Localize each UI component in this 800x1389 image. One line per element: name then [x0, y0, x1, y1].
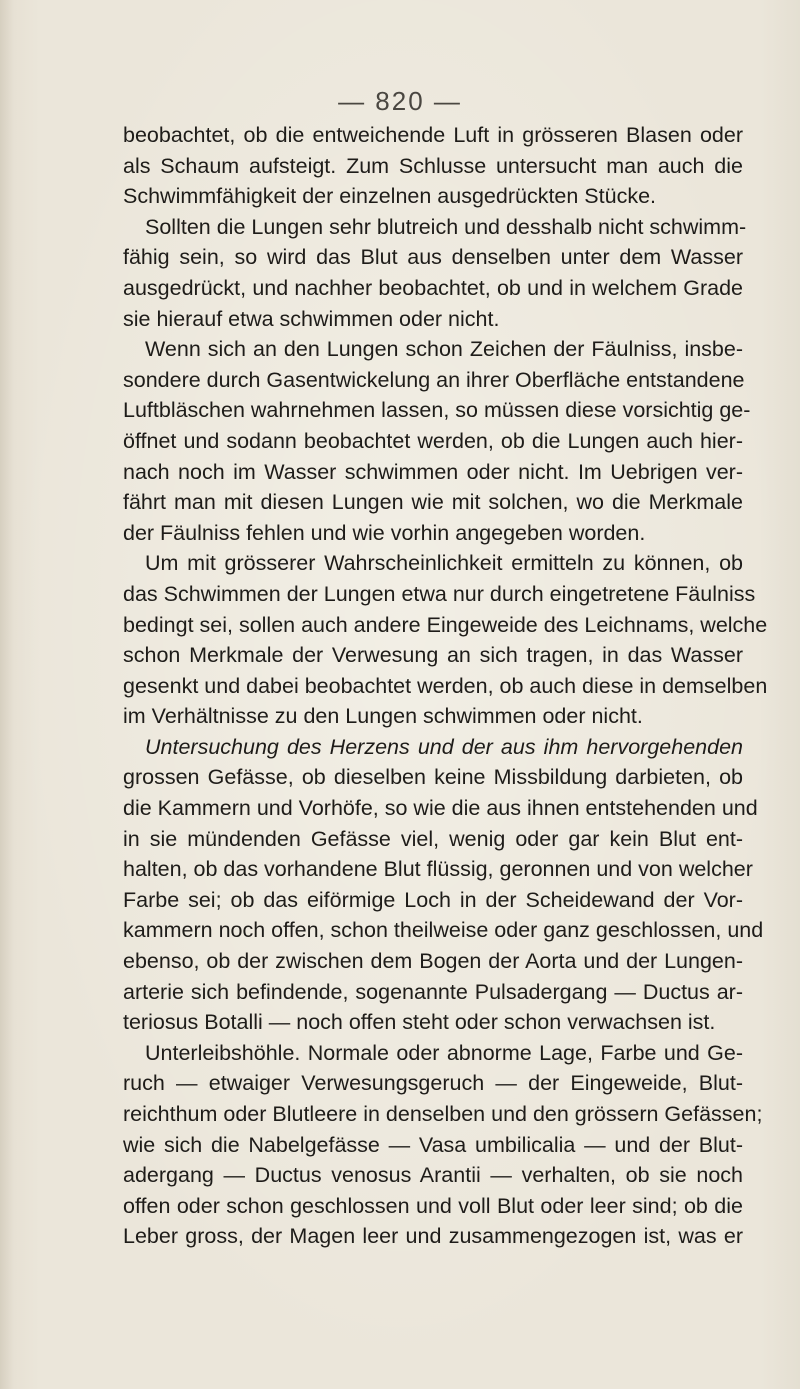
- text-line: Wenn sich an den Lungen schon Zeichen der Fäulniss, insbe-: [145, 337, 743, 362]
- text-line: Leber gross, der Magen leer und zusammengezogen ist, was er: [123, 1224, 743, 1249]
- text-line: beobachtet, ob die entweichende Luft in grösseren Blasen oder: [123, 123, 743, 147]
- text-line: offen oder schon geschlossen und voll Blut oder leer sind; ob die: [123, 1193, 743, 1218]
- text-line: Sollten die Lungen sehr blutreich und desshalb nicht schwimm-: [145, 214, 747, 239]
- text-line: Luftbläschen wahrnehmen lassen, so müssen diese vorsichtig ge-: [123, 398, 751, 423]
- text-line: in sie mündenden Gefässe viel, wenig oder gar kein Blut ent-: [123, 826, 743, 851]
- page-number: — 820 —: [338, 86, 462, 116]
- text-line: im Verhältnisse zu den Lungen schwimmen oder nicht.: [123, 704, 643, 729]
- text-line: kammern noch offen, schon theilweise oder ganz geschlossen, und: [123, 918, 764, 943]
- body-text: [123, 120, 768, 1252]
- text-line: Farbe sei; ob das eiförmige Loch in der Scheidewand der Vor-: [123, 887, 743, 912]
- text-line: bedingt sei, sollen auch andere Eingeweide des Leichnams, welche: [123, 612, 768, 637]
- text-line: teriosus Botalli — noch offen steht oder schon verwachsen ist.: [123, 1010, 716, 1035]
- section-heading-heart: Untersuchung des Herzens und der aus ihm hervorgehenden: [145, 734, 743, 759]
- text-line: schon Merkmale der Verwesung an sich tragen, in das Wasser: [123, 643, 743, 668]
- text-line: öffnet und sodann beobachtet werden, ob die Lungen auch hier-: [123, 428, 743, 453]
- text-line: Um mit grösserer Wahrscheinlichkeit ermitteln zu können, ob: [145, 551, 743, 576]
- text-line: Schwimmfähigkeit der einzelnen ausgedrückten Stücke.: [123, 184, 657, 209]
- text-line: reichthum oder Blutleere in denselben und den grössern Gefässen;: [123, 1102, 763, 1126]
- text-line: ebenso, ob der zwischen dem Bogen der Aorta und der Lungen-: [123, 949, 743, 974]
- text-line: ruch — etwaiger Verwesungsgeruch — der Eingeweide, Blut-: [123, 1071, 743, 1096]
- section-heading-abdomen: Unterleibshöhle. Normale oder abnorme Lage, Farbe und Ge-: [145, 1040, 743, 1065]
- text-line: die Kammern und Vorhöfe, so wie die aus ihnen entstehenden und: [123, 796, 758, 821]
- text-line: halten, ob das vorhandene Blut flüssig, geronnen und von welcher: [123, 857, 753, 882]
- text-line: das Schwimmen der Lungen etwa nur durch eingetretene Fäulniss: [123, 581, 756, 606]
- text-line: nach noch im Wasser schwimmen oder nicht. Im Uebrigen ver-: [123, 459, 743, 484]
- text-line: grossen Gefässe, ob dieselben keine Missbildung darbieten, ob: [123, 765, 743, 790]
- text-line: adergang — Ductus venosus Arantii — verhalten, ob sie noch: [123, 1163, 743, 1188]
- text-line: als Schaum aufsteigt. Zum Schlusse untersucht man auch die: [123, 153, 743, 178]
- text-line: der Fäulniss fehlen und wie vorhin angegeben worden.: [123, 520, 646, 545]
- text-line: ausgedrückt, und nachher beobachtet, ob und in welchem Grade: [123, 275, 743, 300]
- text-line: wie sich die Nabelgefässe — Vasa umbilicalia — und der Blut-: [123, 1132, 743, 1157]
- text-line: sie hierauf etwa schwimmen oder nicht.: [123, 306, 500, 331]
- text-line: fähig sein, so wird das Blut aus denselben unter dem Wasser: [123, 245, 743, 270]
- text-line: arterie sich befindende, sogenannte Pulsadergang — Ductus ar-: [123, 979, 743, 1004]
- text-line: gesenkt und dabei beobachtet werden, ob auch diese in demselben: [123, 673, 768, 698]
- text-line: fährt man mit diesen Lungen wie mit solchen, wo die Merkmale: [123, 490, 743, 515]
- text-line: sondere durch Gasentwickelung an ihrer Oberfläche entstandene: [123, 367, 745, 392]
